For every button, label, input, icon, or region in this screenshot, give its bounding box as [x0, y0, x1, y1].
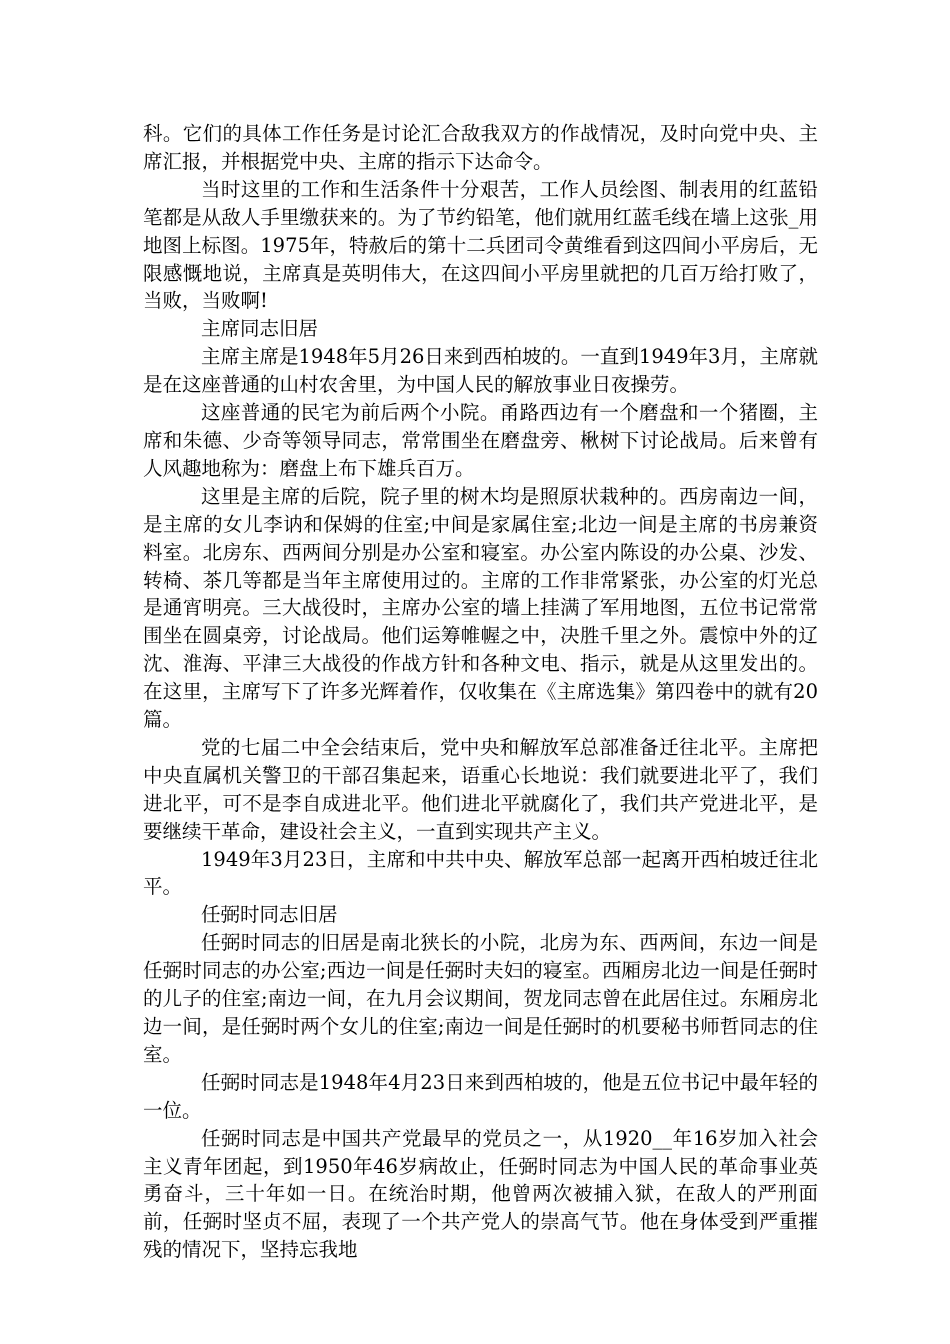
section-heading-mao-residence: 主席同志旧居	[201, 317, 319, 341]
paragraph-9: 任弼时同志是1948年4月23日来到西柏坡的，他是五位书记中最年轻的一位。	[143, 1070, 818, 1122]
section-heading-ren-residence: 任弼时同志旧居	[201, 903, 338, 927]
paragraph-7: 1949年3月23日，主席和中共中央、解放军总部一起离开西柏坡迁往北平。	[143, 847, 818, 899]
paragraph-5: 这里是主席的后院，院子里的树木均是照原状栽种的。西房南边一间，是主席的女儿李讷和保姆的住室;中间是家属住室;北边一间是主席的书房兼资料室。北房东、西两间分别是办公室和寝室。办公室内陈设的办公桌、沙发、转椅、茶几等都是当年主席使用过的。主席的工作非常紧张，办公室的灯光总是通宵明亮。三大战役时，主席办公室的墙上挂满了军用地图，五位书记常常围坐在圆桌旁，讨论战局。他们运筹帷幄之中，决胜千里之外。震惊中外的辽沈、淮海、平津三大战役的作战方针和各种文电、指示，就是从这里发出的。在这里，主席写下了许多光辉着作，仅收集在《主席选集》第四卷中的就有20篇。	[143, 484, 818, 732]
document-body	[143, 120, 818, 1264]
paragraph-2: 当时这里的工作和生活条件十分艰苦，工作人员绘图、制表用的红蓝铅笔都是从敌人手里缴获来的。为了节约铅笔，他们就用红蓝毛线在墙上这张_用地图上标图。1975年，特赦后的第十二兵团司令黄维看到这四间小平房后，无限感慨地说，主席真是英明伟大，在这四间小平房里就把的几百万给打败了，当败，当败啊!	[143, 177, 818, 313]
paragraph-4: 这座普通的民宅为前后两个小院。甬路西边有一个磨盘和一个猪圈，主席和朱德、少奇等领导同志，常常围坐在磨盘旁、楸树下讨论战局。后来曾有人风趣地称为：磨盘上布下雄兵百万。	[143, 401, 818, 480]
paragraph-10: 任弼时同志是中国共产党最早的党员之一，从1920__年16岁加入社会主义青年团起，到1950年46岁病故止，任弼时同志为中国人民的革命事业英勇奋斗，三十年如一日。在统治时期，他曾两次被捕入狱，在敌人的严刑面前，任弼时坚贞不屈，表现了一个共产党人的崇高气节。他在身体受到严重摧残的情况下，坚持忘我地	[143, 1126, 818, 1262]
paragraph-3: 主席主席是1948年5月26日来到西柏坡的。一直到1949年3月，主席就是在这座普通的山村农舍里，为中国人民的解放事业日夜操劳。	[143, 345, 818, 397]
paragraph-6: 党的七届二中全会结束后，党中央和解放军总部准备迁往北平。主席把中央直属机关警卫的干部召集起来，语重心长地说：我们就要进北平了，我们进北平，可不是李自成进北平。他们进北平就腐化了，我们共产党进北平，是要继续干革命，建设社会主义，一直到实现共产主义。	[143, 735, 818, 843]
paragraph-1: 科。它们的具体工作任务是讨论汇合敌我双方的作战情况，及时向党中央、主席汇报，并根据党中央、主席的指示下达命令。	[143, 122, 818, 173]
paragraph-8: 任弼时同志的旧居是南北狭长的小院，北房为东、西两间，东边一间是任弼时同志的办公室;西边一间是任弼时夫妇的寝室。西厢房北边一间是任弼时的儿子的住室;南边一间，在九月会议期间，贺龙同志曾在此居住过。东厢房北边一间，是任弼时两个女儿的住室;南边一间是任弼时的机要秘书师哲同志的住室。	[143, 931, 818, 1066]
